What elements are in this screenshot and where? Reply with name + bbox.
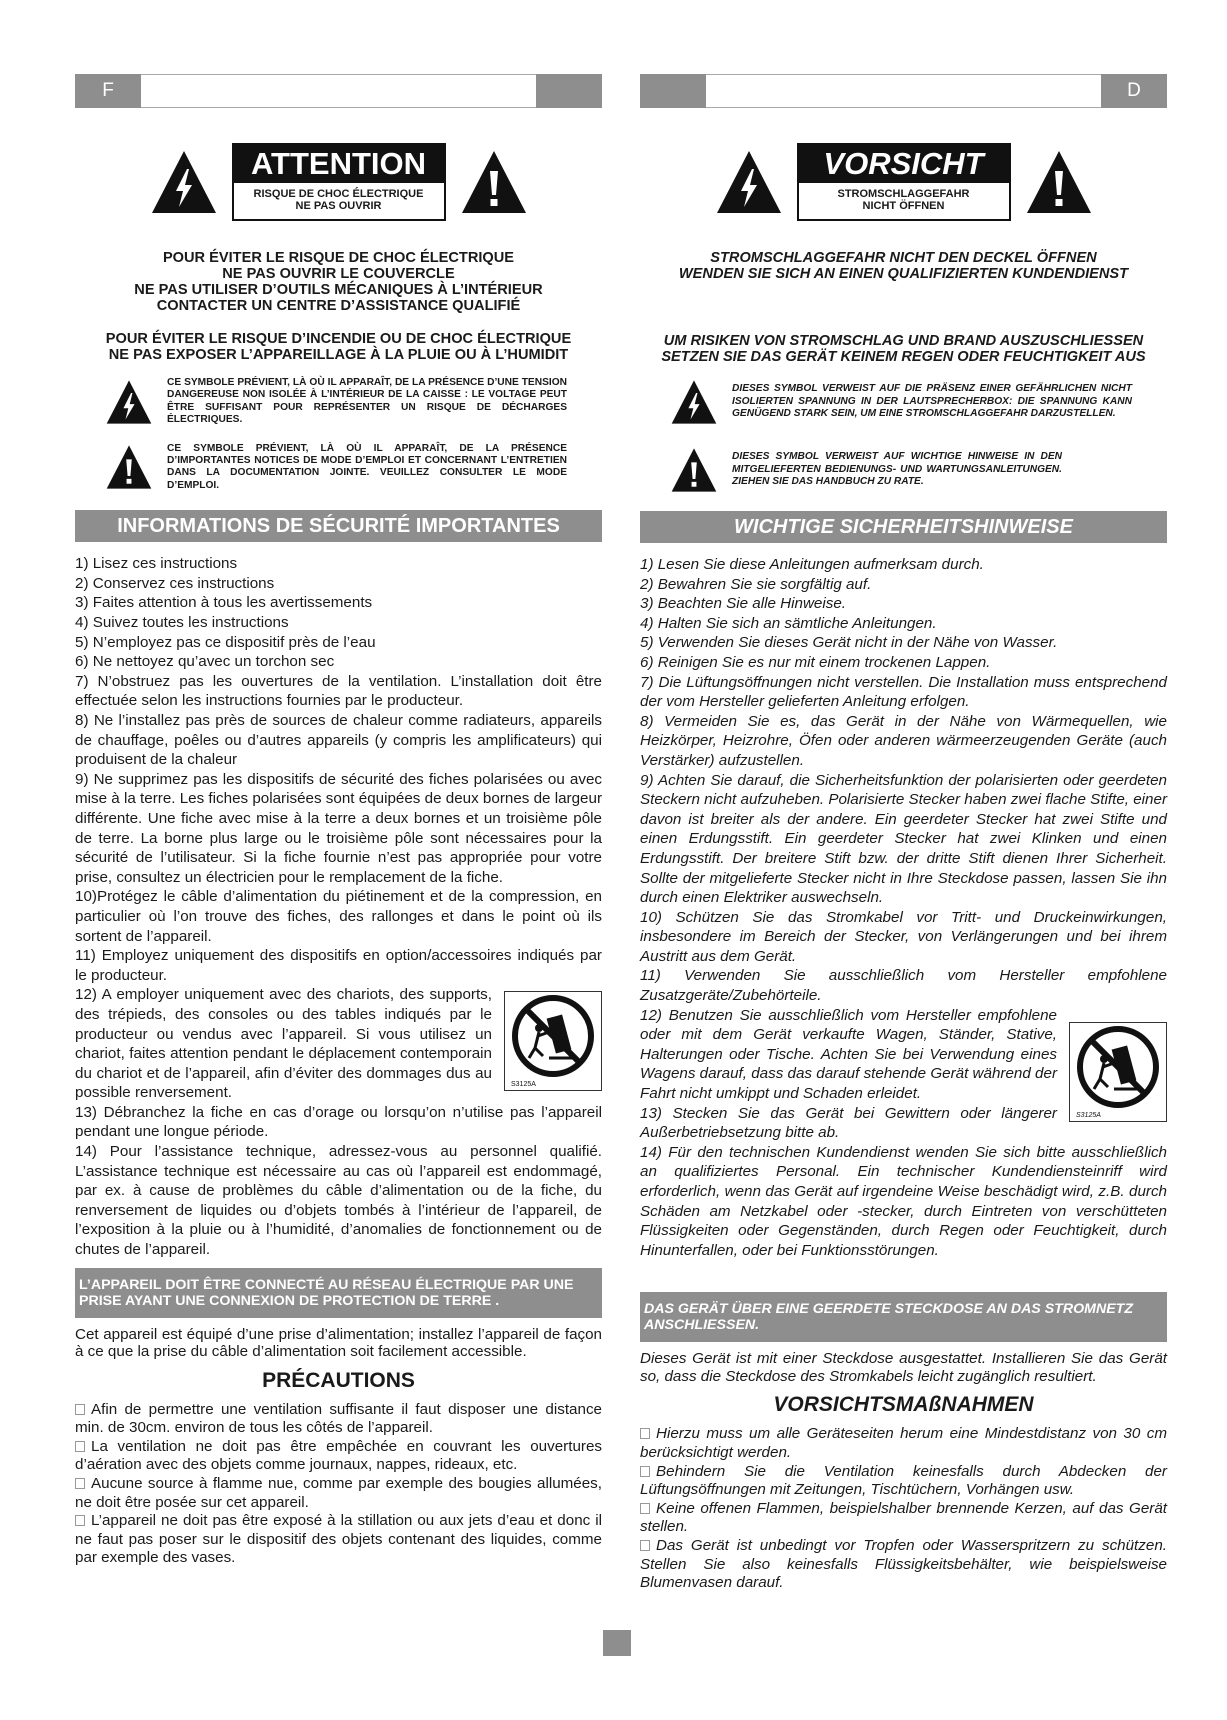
symbol-description: CE SYMBOLE PRÉVIENT, LÀ OÙ IL APPARAÎT, DE LA PRÉSENCE D’UNE TENSION DANGEREUSE NON ISOLÉE À L’INTÉRIEUR DE LA CAISSE : LE VOLTAGE PEUT ÊTRE SUFFISANT POUR REPRÉSENTER UN RISQUE DE DÉCHARGES ÉLECTRIQUES. <box>167 377 567 426</box>
cart-warning-icon <box>504 991 602 1091</box>
precaution-text: Afin de permettre une ventilation suffisante il faut disposer une distance min. de 30cm. environ de tous les côtés de l’appareil. <box>75 1400 602 1437</box>
list-item: 14) Für den technischen Kundendienst wenden Sie sich bitte ausschließlich an qualifiziertes Personal. Ein technischer Kundendiensteinriff wird erforderlich, wenn das Gerät auf irgendeine Weise beschädigt wird, z.B. durch Schäden am Netzkabel oder -stecker, durch Eintreten von verschütteten Flüssigkeiten oder Gegenständen, durch Regen oder Feuchtigkeit, durch Hinunterfallen, oder bei Funktionsstörungen. <box>640 1143 1167 1259</box>
text-line: SETZEN SIE DAS GERÄT KEINEM REGEN ODER FEUCHTIGKEIT AUS <box>661 349 1146 365</box>
list-item: 14) Pour l’assistance technique, adressez-vous au personnel qualifié. L’assistance technique est nécessaire au cas où l’appareil est endommagé, par ex. à cause de problèmes du câble d’alimentation ou de la fiche, du renversement de liquides ou d’objets tombés à l’intérieur de l’appareil, de l’exposition à la pluie ou à l’humidité, d’anomalies de fonctionnement ou de chutes de l’appareil. <box>75 1143 602 1259</box>
precautions-title: VORSICHTSMAßNAHMEN <box>773 1393 1034 1417</box>
language-bar <box>640 74 1167 108</box>
shock-warning-text <box>640 250 1167 282</box>
list-item <box>640 1463 1167 1500</box>
lightning-triangle-icon <box>715 149 783 215</box>
grounding-notice: L’APPAREIL DOIT ÊTRE CONNECTÉ AU RÉSEAU ÉLECTRIQUE PAR UNE PRISE AYANT UNE CONNEXION DE PROTECTION DE TERRE . <box>75 1268 602 1318</box>
warning-subtitle-1: RISQUE DE CHOC ÉLECTRIQUE <box>253 188 424 200</box>
warning-title: VORSICHT <box>799 145 1009 183</box>
list-item <box>75 1401 602 1438</box>
list-item: 11) Employez uniquement des dispositifs en option/accessoires indiqués par le producteur. <box>75 947 602 984</box>
checkbox-icon <box>640 1428 650 1439</box>
precaution-text: Keine offenen Flammen, beispielshalber brennende Kerzen, auf das Gerät stellen. <box>640 1499 1167 1536</box>
precaution-text: Das Gerät ist unbedingt vor Tropfen oder Wasserspritzern zu schützen. Stellen Sie also keinesfalls Flüssigkeitsbehälter, wie beispielsweise Blumenvasen darauf. <box>640 1536 1167 1592</box>
precaution-text: Hierzu muss um alle Geräteseiten herum eine Mindestdistanz von 30 cm berücksichtigt werden. <box>640 1425 1167 1461</box>
language-bar-end <box>536 74 602 108</box>
exclamation-triangle-icon <box>670 447 718 493</box>
warning-title: ATTENTION <box>234 145 444 183</box>
cart-code: S3125A <box>511 1081 536 1089</box>
french-column <box>75 74 602 1568</box>
precaution-text: Behindern Sie die Ventilation keinesfalls durch Abdecken der Lüftungsöffnungen mit Zeitungen, Tischtüchern, Vorhängen usw. <box>640 1462 1167 1499</box>
warning-subtitle-1: STROMSCHLAGGEFAHR <box>837 188 970 200</box>
list-item: 6) Ne nettoyez qu’avec un torchon sec <box>75 653 335 671</box>
symbol-description: CE SYMBOLE PRÉVIENT, LÀ OÙ IL APPARAÎT, DE LA PRÉSENCE D’IMPORTANTES NOTICES DE MODE D’EMPLOI ET CONCERNANT L’ENTRETIEN DANS LA DOCUMENTATION JOINTE. VEUILLEZ CONSULTER LE MODE D’EMPLOI. <box>167 442 567 491</box>
checkbox-icon <box>640 1466 650 1477</box>
symbol-description: DIESES SYMBOL VERWEIST AUF DIE PRÄSENZ EINER GEFÄHRLICHEN NICHT ISOLIERTEN SPANNUNG IN DER LAUTSPRECHERBOX: DIE SPANNUNG KANN GENÜGEND STARK SEIN, UM EINE STROMSCHLAGGEFAHR DARZUSTELLEN. <box>732 383 1132 420</box>
lightning-triangle-icon <box>150 149 218 215</box>
text-line: WENDEN SIE SICH AN EINEN QUALIFIZIERTEN KUNDENDIENST <box>678 266 1129 282</box>
warning-row <box>640 134 1167 230</box>
text-line: NE PAS EXPOSER L’APPAREILLAGE À LA PLUIE OU À L’HUMIDIT <box>108 347 569 363</box>
list-item: 5) Verwenden Sie dieses Gerät nicht in der Nähe von Wasser. <box>640 634 1058 652</box>
shock-warning-text <box>75 250 602 314</box>
list-item: 13) Débranchez la fiche en cas d’orage ou lorsqu’on n’utilise pas l’appareil pendant une longue période. <box>75 1103 602 1141</box>
german-column <box>640 74 1167 1593</box>
list-item <box>640 1425 1167 1462</box>
symbol-explanation <box>640 447 1167 493</box>
fire-warning-text <box>75 331 602 363</box>
language-tab: D <box>1101 74 1167 108</box>
cart-code: S3125A <box>1076 1111 1101 1119</box>
warning-row <box>75 134 602 230</box>
text-line: CONTACTER UN CENTRE D’ASSISTANCE QUALIFIÉ <box>156 298 521 314</box>
exclamation-triangle-icon <box>1025 149 1093 215</box>
page-marker <box>603 1630 631 1656</box>
grounding-notice: DAS GERÄT ÜBER EINE GEERDETE STECKDOSE AN DAS STROMNETZ ANSCHLIESSEN. <box>640 1292 1167 1342</box>
list-item: 10) Schützen Sie das Stromkabel vor Tritt- und Druckeinwirkungen, insbesondere im Bereich der Stecker, von Verlängerungen und bei ihrem Austritt aus dem Gerät. <box>640 908 1167 965</box>
list-item: 9) Achten Sie darauf, die Sicherheitsfunktion der polarisierten oder geerdeten Steckern nicht aufzuheben. Polarisierte Stecker haben zwei flache Stifte, einer davon ist breiter als der andere. Ein geerdeter Stecker hat zwei Stifte und einen Erdungsstift. Ein geerdeter Stecker hat zwei Klinken und einen Erdungsstift. Der breitere Stift bzw. der dritte Stift dienen Ihrer Sicherheit. Sollte der mitgelieferte Stecker nicht in Ihre Steckdose passen, lassen Sie ihn durch einen Elektriker auswechseln. <box>640 771 1167 907</box>
language-tab: F <box>75 74 141 108</box>
list-item <box>640 1537 1167 1593</box>
exclamation-triangle-icon <box>105 444 153 490</box>
checkbox-icon <box>75 1404 85 1415</box>
precaution-text: L’appareil ne doit pas être exposé à la stillation ou aux jets d’eau et donc il ne faut pas poser sur le dispositif des objets contenant des liquides, comme par exemple des vases. <box>75 1512 602 1567</box>
precaution-text: La ventilation ne doit pas être empêchée en couvrant les ouvertures d’aération avec des objets comme journaux, nappes, rideaux, etc. <box>75 1437 602 1474</box>
list-item: 8) Ne l’installez pas près de sources de chaleur comme radiateurs, appareils de chauffage, poêles ou d’autres appareils (y compris les amplificateurs) qui produisent de la chaleur <box>75 712 602 769</box>
precautions-list <box>640 1425 1167 1592</box>
text-line: STROMSCHLAGGEFAHR NICHT DEN DECKEL ÖFFNEN <box>710 250 1097 266</box>
precautions-title: PRÉCAUTIONS <box>262 1368 415 1392</box>
list-item: 12) A employer uniquement avec des chariots, des supports, des trépieds, des consoles ou des tables indiqués par le producteur ou vendus avec l’appareil. Si vous utilisez un chariot, faites attention pendant le déplacement contemporain du chariot et de l’appareil, afin d’éviter des dommages dus au possible renversement. <box>75 986 492 1102</box>
lightning-triangle-icon <box>105 379 153 425</box>
precaution-text: Aucune source à flamme nue, comme par exemple des bougies allumées, ne doit être posée sur cet appareil. <box>75 1475 602 1511</box>
text-line: POUR ÉVITER LE RISQUE DE CHOC ÉLECTRIQUE <box>162 250 515 266</box>
checkbox-icon <box>75 1515 85 1526</box>
cart-warning-icon <box>1069 1022 1167 1122</box>
list-item: 10)Protégez le câble d’alimentation du piétinement et de la compression, en particulier où l’on trouve des fiches, des rallonges et dans le point où ils sortent de l’appareil. <box>75 888 602 945</box>
list-item: 7) N’obstruez pas les ouvertures de la ventilation. L’installation doit être effectuée selon les instructions fournies par le producteur. <box>75 672 602 710</box>
grounding-text: Cet appareil est équipé d’une prise d’alimentation; installez l’appareil de façon à ce que la prise du câble d’alimentation soit facilement accessible. <box>75 1325 602 1361</box>
symbol-explanation <box>640 379 1167 425</box>
list-item: 4) Halten Sie sich an sämtliche Anleitungen. <box>640 614 937 632</box>
list-item: 2) Conservez ces instructions <box>75 574 275 592</box>
list-item: 11) Verwenden Sie ausschließlich vom Hersteller empfohlene Zusatzgeräte/Zubehörteile. <box>640 967 1167 1005</box>
checkbox-icon <box>75 1478 85 1489</box>
safety-instructions-list <box>640 555 1167 1260</box>
list-item: 3) Faites attention à tous les avertissements <box>75 594 373 612</box>
list-item: 1) Lesen Sie diese Anleitungen aufmerksam durch. <box>640 556 984 573</box>
grounding-text: Dieses Gerät ist mit einer Steckdose ausgestattet. Installieren Sie das Gerät so, dass die Steckdose des Stromkabels leicht zugänglich resultiert. <box>640 1350 1167 1385</box>
text-line: UM RISIKEN VON STROMSCHLAG UND BRAND AUSZUSCHLIESSEN <box>663 333 1144 349</box>
list-item <box>75 1512 602 1568</box>
precautions-list <box>75 1401 602 1568</box>
warning-label <box>232 143 446 221</box>
language-bar-end <box>640 74 706 108</box>
warning-subtitle-2: NE PAS OUVRIR <box>295 200 382 212</box>
list-item: 8) Vermeiden Sie es, das Gerät in der Nähe von Wärmequellen, wie Heizkörper, Heizrohre, Öfen oder anderen wärmeerzeugenden Geräte (auch Verstärker) aufzustellen. <box>640 712 1167 769</box>
list-item: 12) Benutzen Sie ausschließlich vom Hersteller empfohlene oder mit dem Gerät verkaufte Wagen, Ständer, Stative, Halterungen oder Tische. Achten Sie bei Verwendung eines Wagens darauf, dass das darauf stehende Gerät während der Fahrt nicht umkippt und Schaden erleidet. <box>640 1006 1057 1103</box>
list-item: 1) Lisez ces instructions <box>75 555 238 573</box>
symbol-description: DIESES SYMBOL VERWEIST AUF WICHTIGE HINWEISE IN DEN MITGELIEFERTEN BEDIENUNGS- UND WARTUNGSANLEITUNGEN. ZIEHEN SIE DAS HANDBUCH ZU RATE. <box>732 451 1062 488</box>
warning-label <box>797 143 1011 221</box>
text-line: POUR ÉVITER LE RISQUE D’INCENDIE OU DE CHOC ÉLECTRIQUE <box>105 331 572 347</box>
list-item: 3) Beachten Sie alle Hinweise. <box>640 595 846 613</box>
list-item: 7) Die Lüftungsöffnungen nicht verstellen. Die Installation muss entsprechend der vom Hersteller gelieferten Anleitung erfolgen. <box>640 673 1167 711</box>
list-item: 4) Suivez toutes les instructions <box>75 614 289 632</box>
cart-item-wrap <box>75 985 602 1103</box>
checkbox-icon <box>640 1503 650 1514</box>
section-heading: INFORMATIONS DE SÉCURITÉ IMPORTANTES <box>75 510 602 542</box>
symbol-explanation <box>75 443 602 493</box>
symbol-explanation <box>75 377 602 427</box>
section-heading: WICHTIGE SICHERHEITSHINWEISE <box>640 511 1167 543</box>
text-line: NE PAS OUVRIR LE COUVERCLE <box>222 266 455 282</box>
list-item <box>640 1500 1167 1537</box>
list-item: 2) Bewahren Sie sie sorgfältig auf. <box>640 575 872 593</box>
fire-warning-text <box>640 333 1167 365</box>
list-item: 9) Ne supprimez pas les dispositifs de sécurité des fiches polarisées ou avec mise à la terre. Les fiches polarisées sont équipées de deux bornes de largeur différente. Une fiche avec mise à la terre a deux bornes et un troisième pôle de terre. La borne plus large ou le troisième pôle sont nécessaires pour la sécurité de l’utilisateur. Si la fiche fournie n’est pas appropriée pour votre prise, consultez un électricien pour le remplacement de la fiche. <box>75 770 602 886</box>
exclamation-triangle-icon <box>460 149 528 215</box>
checkbox-icon <box>75 1441 85 1452</box>
checkbox-icon <box>640 1540 650 1551</box>
list-item <box>75 1438 602 1475</box>
lightning-triangle-icon <box>670 379 718 425</box>
safety-instructions-list <box>75 554 602 1259</box>
language-bar <box>75 74 602 108</box>
warning-subtitle-2: NICHT ÖFFNEN <box>862 200 945 212</box>
cart-item-wrap <box>640 1006 1167 1143</box>
list-item <box>75 1475 602 1512</box>
list-item: 5) N’employez pas ce dispositif près de l’eau <box>75 633 376 651</box>
text-line: NE PAS UTILISER D’OUTILS MÉCANIQUES À L’INTÉRIEUR <box>134 282 543 298</box>
list-item: 13) Stecken Sie das Gerät bei Gewittern oder längerer Außerbetriebsetzung bitte ab. <box>640 1104 1057 1142</box>
list-item: 6) Reinigen Sie es nur mit einem trockenen Lappen. <box>640 653 991 671</box>
